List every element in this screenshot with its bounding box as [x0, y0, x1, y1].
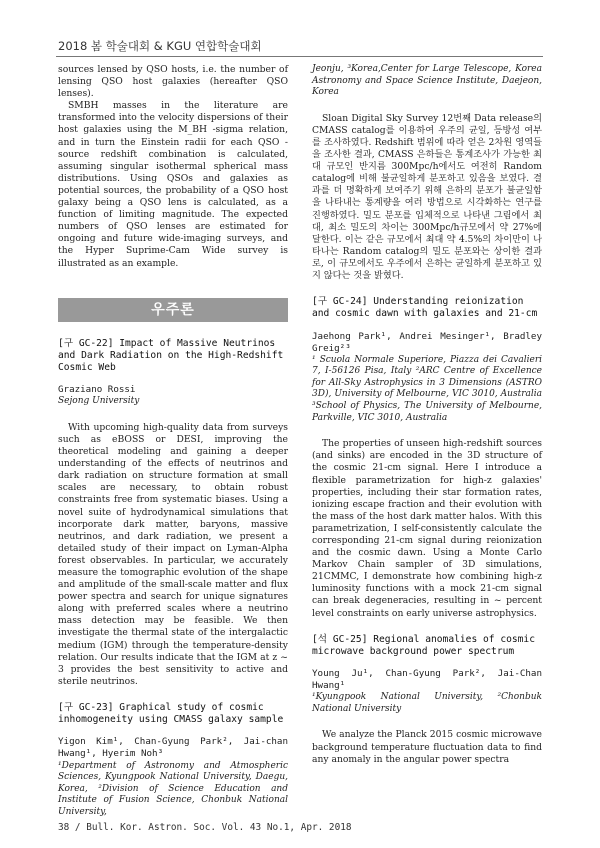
page-footer: 38 / Bull. Kor. Astron. Soc. Vol. 43 No.1, Apr. 2018	[58, 822, 352, 833]
gc25-title: [석 GC-25] Regional anomalies of cosmic microwave background power spectrum	[312, 633, 535, 657]
gc24-authors: Jaehong Park¹, Andrei Mesinger¹, Bradley Greig²³	[312, 330, 542, 354]
gc23-abstract: Sloan Digital Sky Survey 12번째 Data release의 CMASS catalog를 이용하여 우주의 균일, 등방성 여부를 조사하였다. Redshift 범위에 따라 얻은 2차원 영역들을 조사한 결과, CMASS 은하들은 통계조사가 가능한 최대 규모인 반지름 300Mpc/h에서도 여전히 Random catalog에 비해 불균일하게 분포하고 있음을 보였다. 결과를 더 명확하게 보여주기 위해 은하의 분포가 불균일함을 나타내는 통계량을 여러 방법으로 시각화하는 연구를 진행하였다. 밀도 분포를 입체적으로 나타낸 그림에서 최대, 최소 밀도의 차이는 300Mpc/h규모에서 약 27%에 달한다. 이는 같은 규모에서 최대 약 4.5%의 차이만이 나타나는 Random catalog의 밀도 분포와는 상이한 결과로, 이 규모에서도 우주에서 은하는 균일하게 분포하고 있지 않다는 것을 밝혔다.	[312, 112, 542, 281]
intro-paragraph-1: sources lensed by QSO hosts, i.e. the number of lensing QSO host galaxies (hereafter QSO lenses).	[58, 64, 288, 100]
intro-paragraph-2: SMBH masses in the literature are transformed into the velocity dispersions of their host galaxies using the M_BH -sigma relation, and in turn the Einstein radii for each QSO -source redshift combination is calculated, assuming singular isothermal spherical mass distributions. Using QSOs and galaxies as potential sources, the probability of a QSO host galaxy being a QSO lens is calculated, as a function of limiting magnitude. The expected numbers of QSO lenses are estimated for ongoing and future wide-imaging surveys, and the Hyper Suprime-Cam Wide survey is illustrated as an example.	[58, 100, 288, 269]
gc23-affiliation-continued: Jeonju, ³Korea,Center for Large Telescope, Korea Astronomy and Space Science Institute, Daejeon, Korea	[312, 64, 542, 98]
section-band-cosmology: 우주론	[58, 298, 288, 322]
gc22-title: [구 GC-22] Impact of Massive Neutrinos and Dark Radiation on the High-Redshift Cosmic Web	[58, 337, 284, 373]
gc25-affiliation: ¹Kyungpook National University, ²Chonbuk National University	[312, 692, 542, 714]
left-column	[58, 64, 288, 819]
gc23-title: [구 GC-23] Graphical study of cosmic inhomogeneity using CMASS galaxy sample	[58, 701, 284, 726]
gc23-affiliation: ¹Department of Astronomy and Atmospheric Sciences, Kyungpook National University, Daegu, Korea, ²Division of Science Education and Institute of Fusion Science, Chonbuk National University,	[58, 760, 288, 817]
gc24-abstract: The properties of unseen high-redshift sources (and sinks) are encoded in the 3D structure of the cosmic 21-cm signal. Here I introduce a flexible parametrization for high-z galaxies' properties, including their star formation rates, ionizing escape fraction and their evolution with the mass of the host dark matter halos. With this parametrization, I self-consistently calculate the corresponding 21-cm signal during reionization and the cosmic dawn. Using a Monte Carlo Markov Chain sampler of 3D simulations, 21CMMC, I demonstrate how combining high-z luminosity functions with a mock 21-cm signal can break degeneracies, resulting in ~ percent level constraints on early universe astrophysics.	[312, 438, 542, 619]
header-rule	[56, 56, 543, 57]
running-header: 2018 봄 학술대회 & KGU 연합학술대회	[58, 39, 262, 53]
gc22-author: Graziano Rossi	[58, 384, 136, 396]
gc24-affiliation: ¹ Scuola Normale Superiore, Piazza dei Cavalieri 7, I-56126 Pisa, Italy ²ARC Centre of Excellence for All-Sky Astrophysics in 3 Dimensions (ASTRO 3D), University of Melbourne, VIC 3010, Australia ³School of Physics, The University of Melbourne, Parkville, VIC 3010, Australia	[312, 354, 542, 423]
gc25-authors: Young Ju¹, Chan-Gyung Park², Jai-Chan Hwang¹	[312, 668, 542, 692]
right-column	[312, 64, 542, 766]
gc22-affiliation: Sejong University	[58, 396, 140, 407]
gc22-abstract: With upcoming high-quality data from surveys such as eBOSS or DESI, improving the theoretical modeling and gaining a deeper understanding of the effects of neutrinos and dark radiation on structure formation at small scales are necessary, to obtain robust constraints free from systematic biases. Using a novel suite of hydrodynamical simulations that incorporate dark matter, baryons, massive neutrinos, and dark radiation, we present a detailed study of their impact on Lyman-Alpha forest observables. In particular, we accurately measure the tomographic evolution of the shape and amplitude of the small-scale matter and flux power spectra and search for unique signatures along with preferred scales where a neutrino mass detection may be feasible. We then investigate the thermal state of the intergalactic medium (IGM) through the temperature-density relation. Our results indicate that the IGM at z ~ 3 provides the best sensitivity to active and sterile neutrinos.	[58, 421, 288, 687]
gc24-title: [구 GC-24] Understanding reionization and cosmic dawn with galaxies and 21-cm	[312, 296, 538, 320]
gc23-authors: Yigon Kim¹, Chan-Gyung Park², Jai-chan Hwang¹, Hyerim Noh³	[58, 736, 288, 760]
gc25-abstract: We analyze the Planck 2015 cosmic microwave background temperature fluctuation data to find any anomaly in the angular power spectra	[312, 729, 542, 765]
